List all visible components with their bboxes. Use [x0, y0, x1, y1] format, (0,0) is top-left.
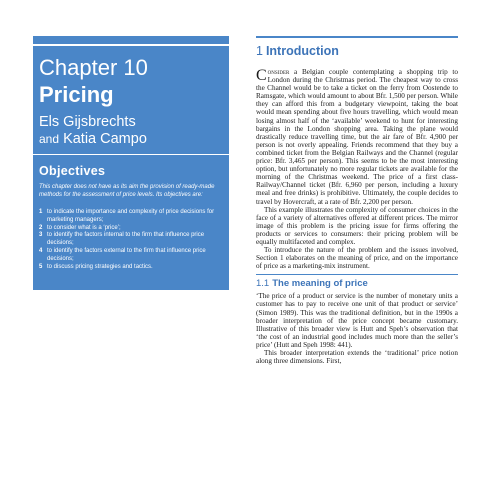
objective-item	[39, 232, 225, 248]
intro-paragraph-1-text: a Belgian couple contemplating a shopping trip to London during the Christmas period. The cheapest way to cross the Channel would be to take a ticket on the ferry from Oostende to Ramsgate, which would amount to about Bfr. 1,500 per person. While they can afford this from a budgetary viewpoint, taking the boat would mean spending about five hours travelling, which would mean losing almost half of the ‘available’ weekend to hunt for interesting bargains in the London shopping area. Taking the plane would drastically reduce travelling time, but the air fare of Bfr. 4,900 per person is not overly appealing. Friends recommend that they buy a combined ticket from the Belgian Railways and the Channel (regular price: Bfr. 3,465 per person). This seems to be the most interesting option, but unfortunately no more regular tickets are available for the morning of the Christmas weekend. The price of a first class-Railway/Channel ticket (Bfr. 6,960 per person, including a luxury meal and free drinks) is prohibitive. Ultimately, the couple decides to travel by Hovercraft, at a rate of Bfr. 2,200 per person.	[256, 68, 458, 206]
box-divider	[33, 154, 229, 155]
section-number: 1	[256, 44, 263, 58]
objective-text: to discuss pricing strategies and tactics.	[47, 263, 153, 270]
objective-text: to identify the factors internal to the firm that influence price decisions;	[47, 232, 205, 247]
objective-text: to identify the factors external to the firm that influence price decisions;	[47, 247, 206, 262]
subsection-title: The meaning of price	[272, 278, 368, 290]
section-heading	[256, 44, 339, 58]
intro-paragraph-3: To introduce the nature of the problem and the issues involved, Section 1 elaborates on the meaning of price, and on the importance of price as a marketing-mix instrument.	[256, 246, 458, 271]
chapter-label: Chapter 10	[39, 55, 148, 80]
meaning-paragraph-1: ‘The price of a product or service is the number of monetary units a customer has to pay to receive one unit of that product or service’ (Simon 1989). This was the traditional definition, but in the 1990s a broader interpretation of the price concept became customary. Illustrative of this broader view is Hutt and Speh’s observation that ‘the cost of an industrial good includes much more than the seller’s price’ (Hutt and Speh 1998: 441).	[256, 292, 458, 349]
meaning-paragraph-2: This broader interpretation extends the ‘traditional’ price notion along three dimensions. First,	[256, 349, 458, 366]
objective-number: 4	[39, 247, 43, 254]
section-title: Introduction	[265, 44, 339, 58]
objective-item	[39, 209, 225, 225]
chapter-authors	[39, 114, 147, 148]
intro-paragraph-1	[256, 68, 458, 206]
objectives-heading: Objectives	[39, 164, 106, 178]
drop-cap: C	[256, 67, 267, 84]
subsection-number: 1.1	[256, 278, 270, 290]
author-and: and	[39, 132, 60, 146]
objective-number: 5	[39, 263, 43, 270]
subsection-heading	[256, 278, 368, 289]
lead-in-smallcaps: onsider	[267, 68, 290, 76]
chapter-box	[33, 36, 229, 290]
objective-number: 1	[39, 209, 43, 215]
intro-paragraph-2: This example illustrates the complexity of consumer choices in the face of a variety of alternatives offered at different prices. The mirror image of this problem is the pricing issue for firms offering the products or services to consumers: their pricing problem will be equally multifaceted and complex.	[256, 205, 458, 246]
objective-number: 2	[39, 224, 43, 231]
objective-text: to indicate the importance and complexity of price decisions for marketing managers;	[47, 209, 215, 223]
objective-item	[39, 264, 225, 272]
objective-item	[39, 248, 225, 264]
objective-text: to consider what is a ‘price’;	[47, 224, 121, 231]
author-line-2	[39, 131, 147, 148]
subsection-rule	[256, 274, 458, 275]
box-top-rule	[33, 44, 229, 46]
author-line-1: Els Gijsbrechts	[39, 114, 136, 130]
objectives-list	[39, 209, 225, 271]
section-top-rule	[256, 36, 458, 38]
objective-number: 3	[39, 232, 43, 239]
author-2-name: Katia Campo	[63, 131, 147, 147]
objectives-intro: This chapter does not have as its aim the provision of ready-made methods for the assessment of price levels. Its objectives are:	[39, 184, 215, 198]
chapter-title: Pricing	[39, 82, 114, 107]
objective-item	[39, 225, 225, 233]
